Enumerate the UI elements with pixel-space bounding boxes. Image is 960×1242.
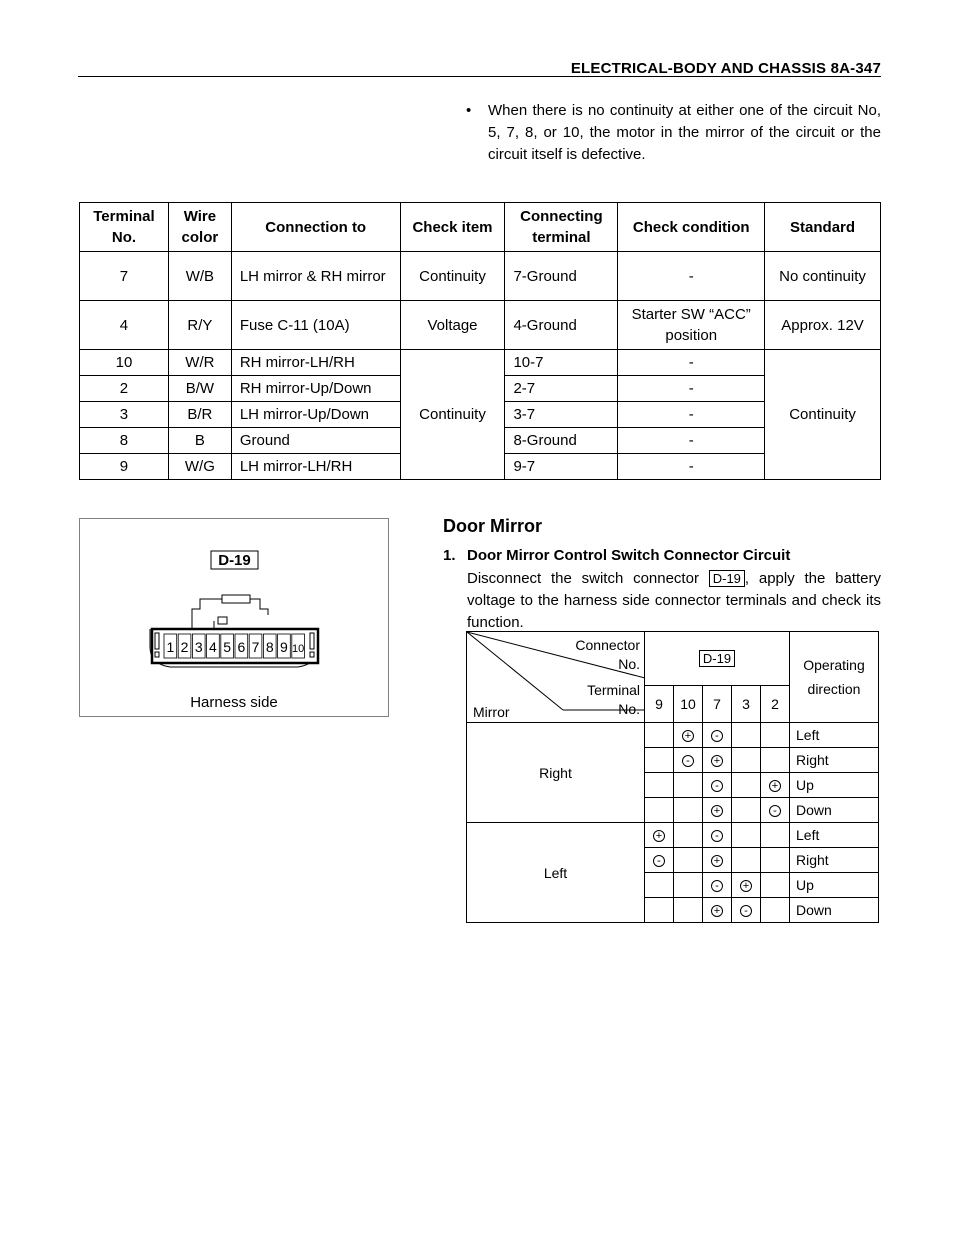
terminal-label-text: Terminal xyxy=(587,682,640,698)
connector-pin-number: 6 xyxy=(237,639,246,655)
col-header: Connection to xyxy=(231,203,400,252)
section-title: Door Mirror xyxy=(443,516,542,536)
polarity-cell xyxy=(761,723,790,748)
cell-wire: R/Y xyxy=(168,301,231,350)
polarity-cell xyxy=(674,748,703,773)
cell-condition: - xyxy=(618,402,765,428)
terminal-header: 7 xyxy=(703,686,732,723)
direction-cell: Right xyxy=(790,748,879,773)
polarity-cell xyxy=(645,848,674,873)
positive-terminal-icon: + xyxy=(740,880,752,892)
positive-terminal-icon: + xyxy=(711,755,723,767)
col-header: Wire color xyxy=(168,203,231,252)
polarity-cell xyxy=(645,873,674,898)
sub-title xyxy=(443,547,790,564)
col-header: Check item xyxy=(400,203,505,252)
cell-wire: W/R xyxy=(168,350,231,376)
polarity-cell xyxy=(703,848,732,873)
polarity-cell xyxy=(674,798,703,823)
sub-body xyxy=(467,568,881,634)
polarity-cell xyxy=(761,848,790,873)
direction-cell: Down xyxy=(790,798,879,823)
connector-label: D-19 xyxy=(218,552,251,569)
connector-pin-number: 2 xyxy=(180,639,189,655)
bullet-symbol: • xyxy=(466,102,472,119)
cell-check: Continuity xyxy=(400,252,505,301)
table-row xyxy=(80,350,881,376)
polarity-cell xyxy=(732,748,761,773)
connector-pin-number: 5 xyxy=(223,639,232,655)
op-header-row xyxy=(467,632,879,686)
cell-condition: - xyxy=(618,252,765,301)
col-header: Check condition xyxy=(618,203,765,252)
cell-wire: B xyxy=(168,428,231,454)
cell-wire: B/W xyxy=(168,376,231,402)
polarity-cell xyxy=(732,898,761,923)
negative-terminal-icon: - xyxy=(711,880,723,892)
cell-terminal: 9 xyxy=(80,454,169,480)
op-row xyxy=(467,823,879,848)
polarity-cell xyxy=(732,773,761,798)
polarity-cell xyxy=(732,873,761,898)
col-header: Connecting terminal xyxy=(505,203,618,252)
terminal-check-table xyxy=(79,202,881,480)
diagonal-header-cell xyxy=(467,632,645,723)
cell-connection: RH mirror-LH/RH xyxy=(231,350,400,376)
connector-id-cell xyxy=(645,632,790,686)
polarity-cell xyxy=(703,773,732,798)
bullet-text: When there is no continuity at either one of the circuit No, 5, 7, 8, or 10, the motor in the mirror of the circuit or the circuit itself is defective. xyxy=(488,102,881,163)
negative-terminal-icon: - xyxy=(769,805,781,817)
cell-check-merged: Continuity xyxy=(400,350,505,480)
negative-terminal-icon: - xyxy=(682,755,694,767)
polarity-cell xyxy=(645,898,674,923)
polarity-cell xyxy=(674,848,703,873)
positive-terminal-icon: + xyxy=(711,905,723,917)
positive-terminal-icon: + xyxy=(682,730,694,742)
col-header: Standard xyxy=(765,203,881,252)
connector-figure xyxy=(79,518,389,717)
no-label-1: No. xyxy=(618,656,640,672)
table-header-row xyxy=(80,203,881,252)
cell-connecting: 3-7 xyxy=(505,402,618,428)
negative-terminal-icon: - xyxy=(711,730,723,742)
positive-terminal-icon: + xyxy=(711,805,723,817)
header-rule xyxy=(78,76,881,77)
negative-terminal-icon: - xyxy=(711,780,723,792)
polarity-cell xyxy=(645,773,674,798)
page-header-title: ELECTRICAL-BODY AND CHASSIS 8A-347 xyxy=(570,60,881,77)
cell-terminal: 10 xyxy=(80,350,169,376)
cell-condition: Starter SW “ACC” position xyxy=(618,301,765,350)
terminal-header: 10 xyxy=(674,686,703,723)
cell-connecting: 4-Ground xyxy=(505,301,618,350)
polarity-cell xyxy=(703,823,732,848)
cell-standard: Approx. 12V xyxy=(765,301,881,350)
cell-connecting: 10-7 xyxy=(505,350,618,376)
polarity-cell xyxy=(703,748,732,773)
cell-condition: - xyxy=(618,350,765,376)
cell-condition: - xyxy=(618,428,765,454)
polarity-cell xyxy=(703,798,732,823)
cell-connecting: 2-7 xyxy=(505,376,618,402)
polarity-cell xyxy=(703,898,732,923)
operating-direction-header: Operating direction xyxy=(790,632,879,723)
negative-terminal-icon: - xyxy=(740,905,752,917)
polarity-cell xyxy=(674,898,703,923)
cell-standard: No continuity xyxy=(765,252,881,301)
connector-id: D-19 xyxy=(699,650,735,667)
polarity-cell xyxy=(645,798,674,823)
polarity-cell xyxy=(732,798,761,823)
sub-title-text: Door Mirror Control Switch Connector Circuit xyxy=(467,547,791,564)
polarity-cell xyxy=(674,773,703,798)
cell-terminal: 8 xyxy=(80,428,169,454)
direction-cell: Left xyxy=(790,723,879,748)
op-row xyxy=(467,723,879,748)
polarity-cell xyxy=(645,748,674,773)
cell-connection: LH mirror-Up/Down xyxy=(231,402,400,428)
cell-condition: - xyxy=(618,376,765,402)
table-row xyxy=(80,301,881,350)
connector-pin-number: 9 xyxy=(280,639,288,655)
connector-caption: Harness side xyxy=(190,694,278,711)
operation-table xyxy=(466,631,879,923)
positive-terminal-icon: + xyxy=(711,855,723,867)
bullet-note xyxy=(466,100,881,166)
polarity-cell xyxy=(732,823,761,848)
terminal-header: 2 xyxy=(761,686,790,723)
no-label-2: No. xyxy=(618,701,640,717)
cell-wire: B/R xyxy=(168,402,231,428)
positive-terminal-icon: + xyxy=(769,780,781,792)
cell-connecting: 9-7 xyxy=(505,454,618,480)
mirror-cell: Right xyxy=(467,723,645,823)
polarity-cell xyxy=(674,723,703,748)
cell-terminal: 3 xyxy=(80,402,169,428)
cell-terminal: 2 xyxy=(80,376,169,402)
cell-terminal: 4 xyxy=(80,301,169,350)
cell-check: Voltage xyxy=(400,301,505,350)
connector-pin-number: 4 xyxy=(209,639,217,655)
connector-latch xyxy=(222,595,250,603)
connector-pin-number: 10 xyxy=(292,643,305,655)
cell-connection: Ground xyxy=(231,428,400,454)
polarity-cell xyxy=(732,723,761,748)
cell-connection: LH mirror-LH/RH xyxy=(231,454,400,480)
negative-terminal-icon: - xyxy=(711,830,723,842)
polarity-cell xyxy=(645,823,674,848)
direction-cell: Up xyxy=(790,873,879,898)
connector-pin-number: 7 xyxy=(251,639,260,655)
cell-connecting: 8-Ground xyxy=(505,428,618,454)
polarity-cell xyxy=(674,873,703,898)
connector-pin-number: 8 xyxy=(265,639,274,655)
body-connector-ref: D-19 xyxy=(709,570,745,587)
col-header: Terminal No. xyxy=(80,203,169,252)
direction-cell: Down xyxy=(790,898,879,923)
polarity-cell xyxy=(703,723,732,748)
body-text-2: , apply the battery voltage to the harness side connector terminals and check its function. xyxy=(467,570,881,631)
table-row xyxy=(80,252,881,301)
cell-standard-merged: Continuity xyxy=(765,350,881,480)
positive-terminal-icon: + xyxy=(653,830,665,842)
polarity-cell xyxy=(645,723,674,748)
direction-cell: Right xyxy=(790,848,879,873)
terminal-header: 3 xyxy=(732,686,761,723)
polarity-cell xyxy=(732,848,761,873)
negative-terminal-icon: - xyxy=(653,855,665,867)
polarity-cell xyxy=(761,873,790,898)
body-text-1: Disconnect the switch connector xyxy=(467,570,709,587)
cell-connection: LH mirror & RH mirror xyxy=(231,252,400,301)
direction-cell: Up xyxy=(790,773,879,798)
sub-number: 1. xyxy=(443,547,456,564)
cell-wire: W/G xyxy=(168,454,231,480)
cell-connection: Fuse C-11 (10A) xyxy=(231,301,400,350)
polarity-cell xyxy=(761,798,790,823)
cell-connecting: 7-Ground xyxy=(505,252,618,301)
direction-cell: Left xyxy=(790,823,879,848)
cell-condition: - xyxy=(618,454,765,480)
polarity-cell xyxy=(761,748,790,773)
connector-key xyxy=(218,617,227,624)
polarity-cell xyxy=(703,873,732,898)
polarity-cell xyxy=(761,823,790,848)
cell-wire: W/B xyxy=(168,252,231,301)
mirror-label: Mirror xyxy=(473,704,510,720)
polarity-cell xyxy=(674,823,703,848)
cell-terminal: 7 xyxy=(80,252,169,301)
polarity-cell xyxy=(761,898,790,923)
polarity-cell xyxy=(761,773,790,798)
connector-pin-number: 1 xyxy=(166,639,175,655)
connector-label-text: Connector xyxy=(575,637,640,653)
connector-pin-number: 3 xyxy=(194,639,203,655)
mirror-cell: Left xyxy=(467,823,645,923)
cell-connection: RH mirror-Up/Down xyxy=(231,376,400,402)
terminal-header: 9 xyxy=(645,686,674,723)
connector-diagram xyxy=(80,519,388,716)
